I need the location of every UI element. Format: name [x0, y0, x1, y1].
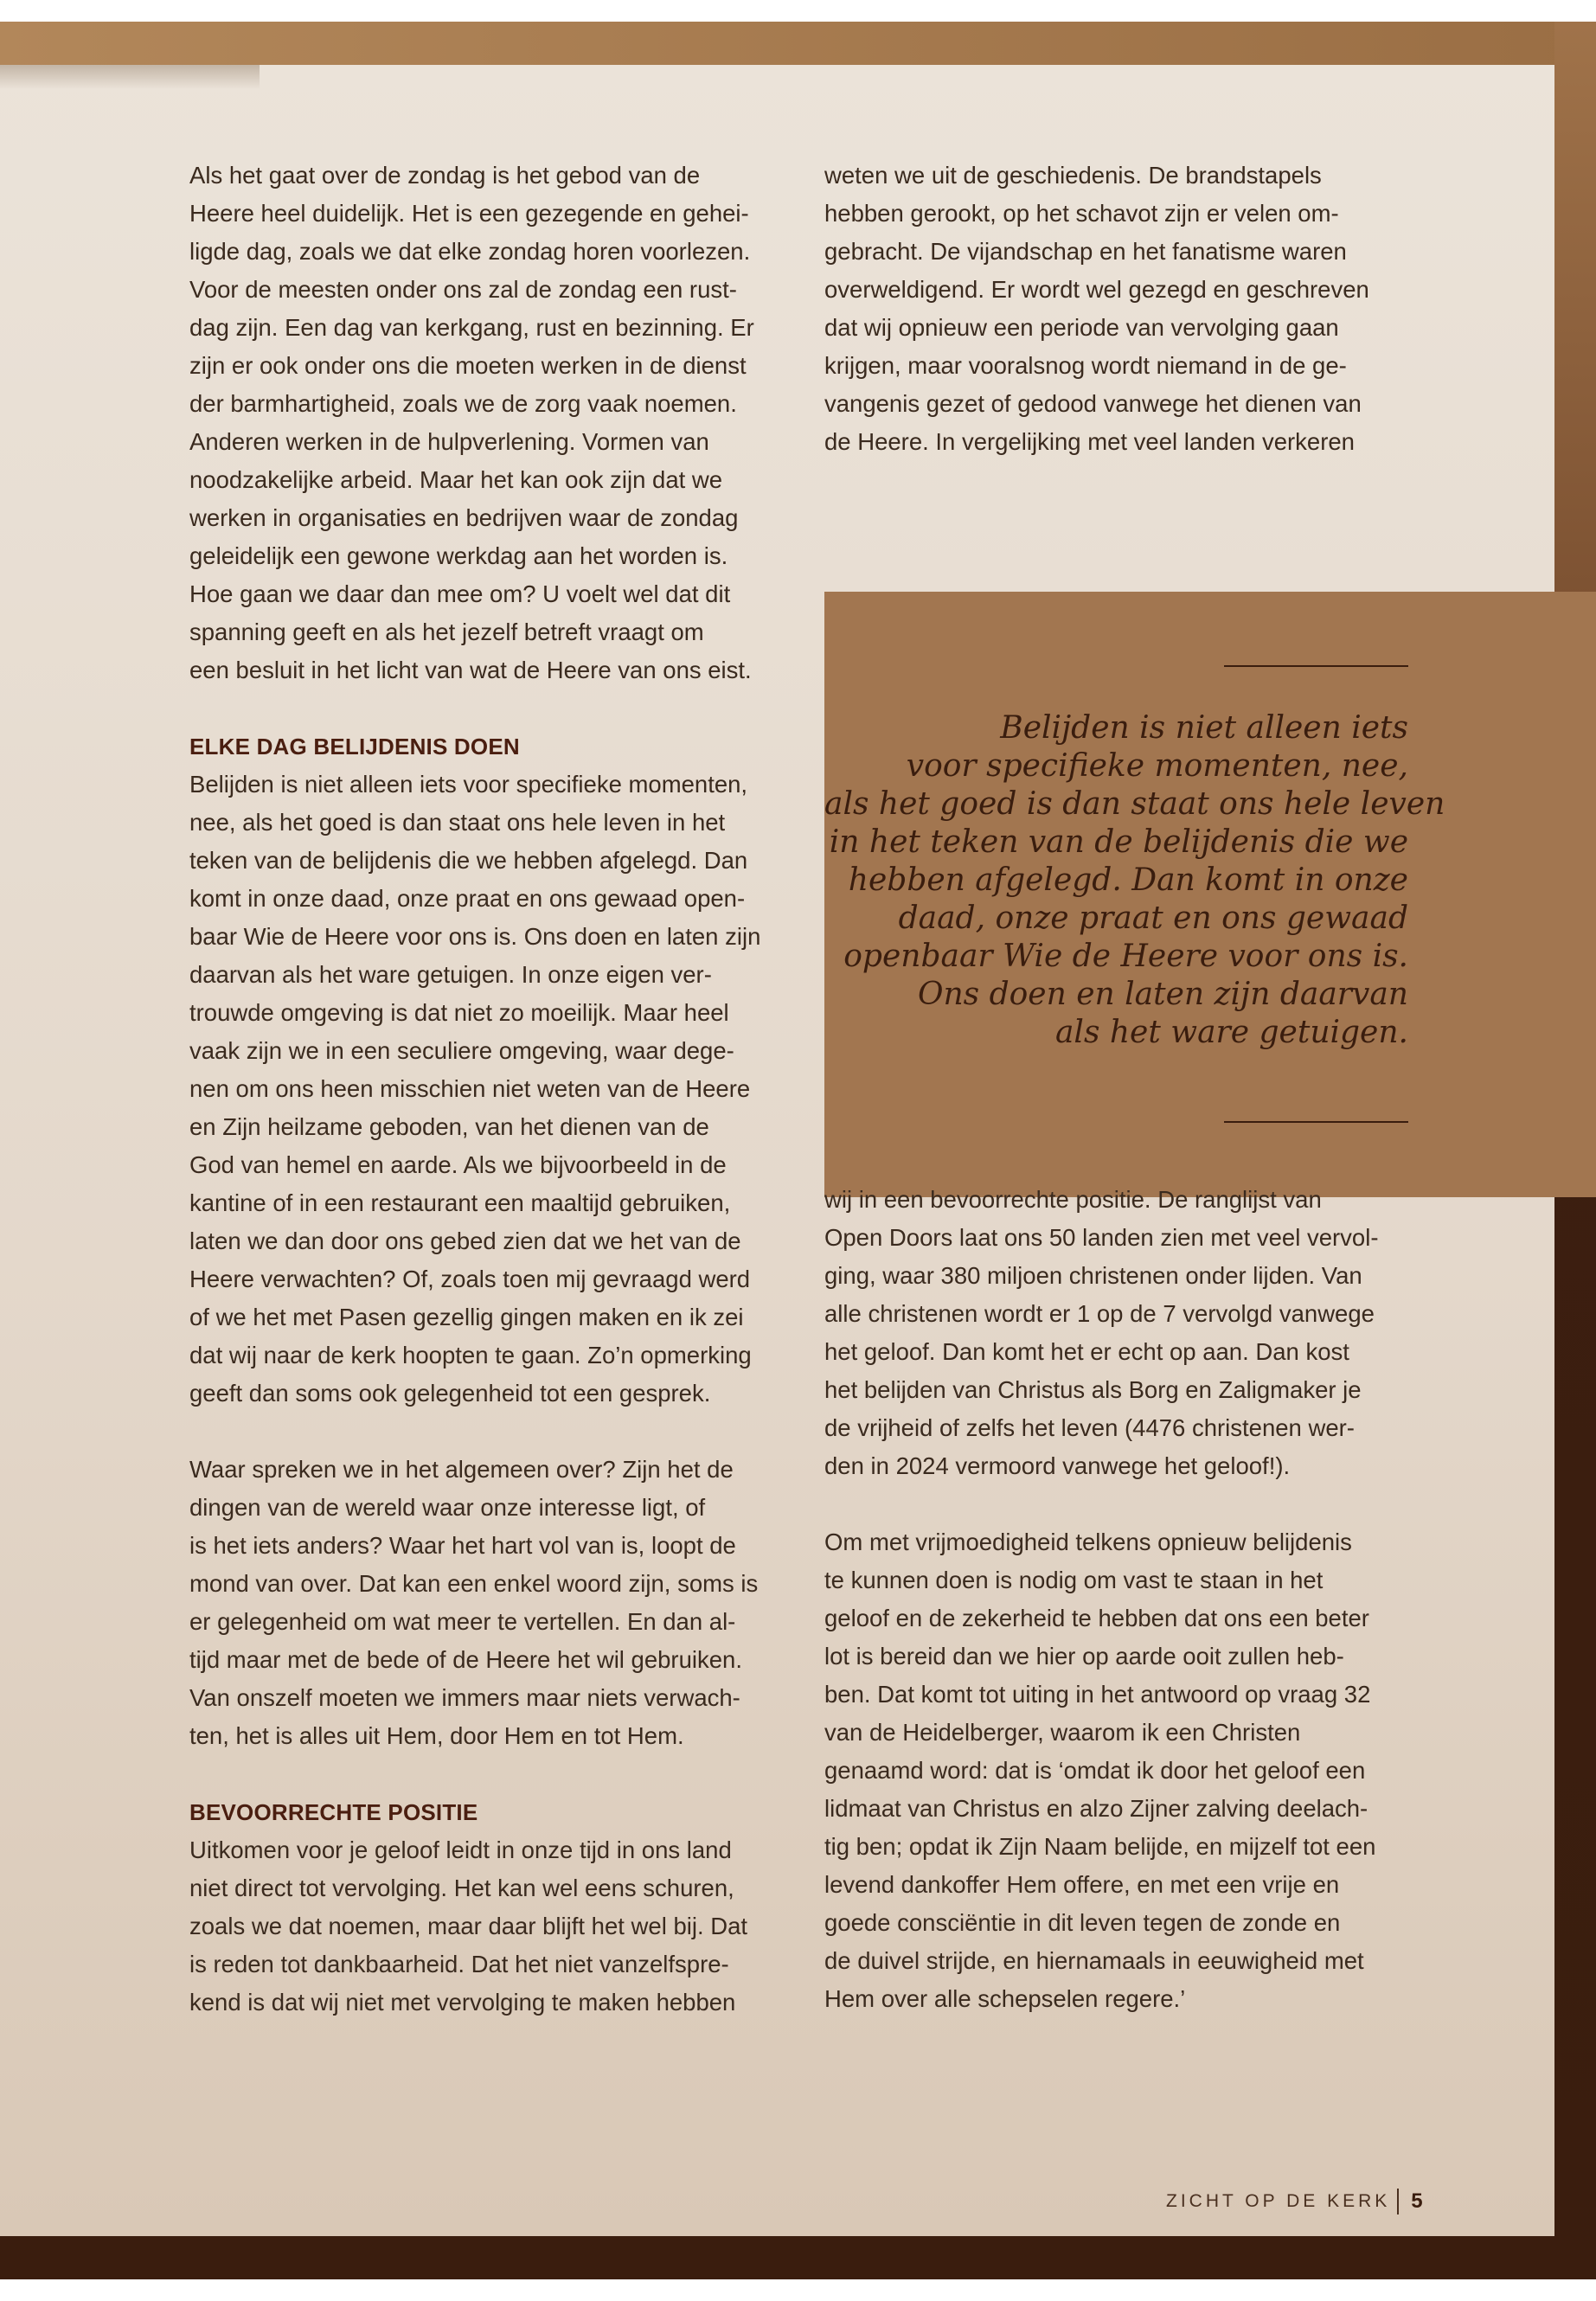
- paragraph-gap: [189, 1755, 773, 1793]
- page-footer: [1166, 2189, 1423, 2214]
- body-text-line: is reden tot dankbaarheid. Dat het niet vanzelfspre-: [189, 1951, 729, 1977]
- body-text-line: trouwde omgeving is dat niet zo moeilijk. Maar heel: [189, 999, 729, 1026]
- body-text-line: geleidelijk een gewone werkdag aan het worden is.: [189, 542, 728, 569]
- body-text-line: Als het gaat over de zondag is het gebod van de: [189, 162, 701, 189]
- pull-quote-line: Belijden is niet alleen iets: [1000, 710, 1408, 746]
- section-heading: BEVOORRECHTE POSITIE: [189, 1799, 478, 1825]
- body-text-line: Voor de meesten onder ons zal de zondag een rust-: [189, 276, 737, 303]
- body-text-line: een besluit in het licht van wat de Heere van ons eist.: [189, 657, 752, 683]
- body-text-line: alle christenen wordt er 1 op de 7 vervolgd vanwege: [824, 1300, 1375, 1327]
- top-frame-bar: [0, 22, 1596, 65]
- body-text-line: goede consciëntie in dit leven tegen de zonde en: [824, 1909, 1341, 1936]
- pull-quote-line: als het ware getuigen.: [1054, 1015, 1408, 1050]
- body-text-line: ligde dag, zoals we dat elke zondag horen voorlezen.: [189, 238, 751, 265]
- body-text-line: genaamd word: dat is ‘omdat ik door het geloof een: [824, 1757, 1366, 1784]
- pull-quote-line: in het teken van de belijdenis die we: [829, 824, 1408, 860]
- body-text-line: noodzakelijke arbeid. Maar het kan ook zijn dat we: [189, 466, 723, 493]
- body-text-line: lidmaat van Christus en alzo Zijner zalving deelach-: [824, 1795, 1368, 1822]
- body-text-line: zoals we dat noemen, maar daar blijft het wel bij. Dat: [189, 1913, 748, 1939]
- body-text-line: en Zijn heilzame geboden, van het dienen van de: [189, 1113, 709, 1140]
- pull-quote-line: hebben afgelegd. Dan komt in onze: [848, 862, 1408, 898]
- body-text-line: daarvan als het ware getuigen. In onze eigen ver-: [189, 961, 712, 988]
- publication-title: ZICHT OP DE KERK: [1166, 2191, 1391, 2211]
- page-number: 5: [1411, 2189, 1423, 2213]
- body-text-line: weten we uit de geschiedenis. De brandstapels: [824, 162, 1322, 189]
- body-text-line: geloof en de zekerheid te hebben dat ons een beter: [824, 1605, 1369, 1631]
- body-text-line: laten we dan door ons gebed zien dat we het van de: [189, 1227, 741, 1254]
- body-text-line: Uitkomen voor je geloof leidt in onze tijd in ons land: [189, 1836, 732, 1863]
- body-text-line: overweldigend. Er wordt wel gezegd en geschreven: [824, 276, 1369, 303]
- body-text-line: den in 2024 vermoord vanwege het geloof!).: [824, 1452, 1291, 1479]
- body-text-line: gebracht. De vijandschap en het fanatisme waren: [824, 238, 1347, 265]
- body-text-line: nen om ons heen misschien niet weten van de Heere: [189, 1075, 751, 1102]
- body-text-line: nee, als het goed is dan staat ons hele leven in het: [189, 809, 726, 836]
- body-text-line: teken van de belijdenis die we hebben afgelegd. Dan: [189, 847, 748, 874]
- pull-quote-line: voor specifieke momenten, nee,: [906, 748, 1408, 784]
- body-text-line: mond van over. Dat kan een enkel woord zijn, soms is: [189, 1570, 759, 1597]
- body-text-line: baar Wie de Heere voor ons is. Ons doen en laten zijn: [189, 923, 761, 950]
- body-text-line: niet direct tot vervolging. Het kan wel eens schuren,: [189, 1875, 734, 1901]
- body-text-line: de Heere. In vergelijking met veel landen verkeren: [824, 428, 1355, 455]
- body-text-line: Hem over alle schepselen regere.’: [824, 1985, 1186, 2012]
- body-text-line: kend is dat wij niet met vervolging te maken hebben: [189, 1989, 736, 2016]
- body-text-line: levend dankoffer Hem offere, en met een vrije en: [824, 1871, 1340, 1898]
- body-text-line: geeft dan soms ook gelegenheid tot een gesprek.: [189, 1380, 711, 1407]
- pull-quote-box: [824, 592, 1596, 1197]
- page-corner-shadow: [0, 65, 260, 89]
- body-text-line: komt in onze daad, onze praat en ons gewaad open-: [189, 885, 746, 912]
- body-text-line: Belijden is niet alleen iets voor specifieke momenten,: [189, 771, 748, 798]
- body-text-line: der barmhartigheid, zoals we de zorg vaak noemen.: [189, 390, 737, 417]
- body-text-line: te kunnen doen is nodig om vast te staan in het: [824, 1567, 1324, 1593]
- body-text-line: de duivel strijde, en hiernamaals in eeuwigheid met: [824, 1947, 1364, 1974]
- body-text-line: het geloof. Dan komt het er echt op aan. Dan kost: [824, 1338, 1349, 1365]
- body-text-line: Heere verwachten? Of, zoals toen mij gevraagd werd: [189, 1266, 751, 1292]
- right-text-column-bottom: [824, 1181, 1408, 2018]
- pull-quote-top-rule: [1224, 665, 1408, 667]
- pull-quote-line: Ons doen en laten zijn daarvan: [917, 977, 1408, 1012]
- body-text-line: wij in een bevoorrechte positie. De ranglijst van: [824, 1186, 1322, 1213]
- section-heading: ELKE DAG BELIJDENIS DOEN: [189, 734, 520, 760]
- body-text-line: er gelegenheid om wat meer te vertellen. En dan al-: [189, 1608, 736, 1635]
- body-text-line: het belijden van Christus als Borg en Zaligmaker je: [824, 1376, 1362, 1403]
- pull-quote-line: daad, onze praat en ons gewaad: [898, 901, 1408, 936]
- body-text-line: Anderen werken in de hulpverlening. Vormen van: [189, 428, 709, 455]
- body-text-line: ten, het is alles uit Hem, door Hem en tot Hem.: [189, 1722, 684, 1749]
- paragraph-gap: [189, 1413, 773, 1451]
- body-text-line: is het iets anders? Waar het hart vol van is, loopt de: [189, 1532, 736, 1559]
- body-text-line: dat wij opnieuw een periode van vervolging gaan: [824, 314, 1339, 341]
- pull-quote-bottom-rule: [1224, 1121, 1408, 1123]
- body-text-line: krijgen, maar vooralsnog wordt niemand in de ge-: [824, 352, 1347, 379]
- body-text-line: hebben gerookt, op het schavot zijn er velen om-: [824, 200, 1339, 227]
- body-text-line: Waar spreken we in het algemeen over? Zijn het de: [189, 1456, 734, 1483]
- body-text-line: Open Doors laat ons 50 landen zien met veel vervol-: [824, 1224, 1379, 1251]
- body-text-line: tig ben; opdat ik Zijn Naam belijde, en mijzelf tot een: [824, 1833, 1376, 1860]
- body-text-line: God van hemel en aarde. Als we bijvoorbeeld in de: [189, 1151, 727, 1178]
- right-text-column-top: [824, 157, 1408, 461]
- footer-divider: [1397, 2189, 1399, 2214]
- paragraph-gap: [189, 689, 773, 727]
- pull-quote-text: [824, 709, 1445, 1052]
- body-text-line: zijn er ook onder ons die moeten werken in de dienst: [189, 352, 747, 379]
- body-text-line: Om met vrijmoedigheid telkens opnieuw belijdenis: [824, 1529, 1352, 1555]
- body-text-line: tijd maar met de bede of de Heere het wil gebruiken.: [189, 1646, 742, 1673]
- body-text-line: van de Heidelberger, waarom ik een Christen: [824, 1719, 1301, 1746]
- body-text-line: spanning geeft en als het jezelf betreft vraagt om: [189, 619, 704, 645]
- pull-quote-line: openbaar Wie de Heere voor ons is.: [843, 939, 1408, 974]
- body-text-line: Hoe gaan we daar dan mee om? U voelt wel dat dit: [189, 580, 731, 607]
- body-text-line: de vrijheid of zelfs het leven (4476 christenen wer-: [824, 1414, 1355, 1441]
- body-text-line: ben. Dat komt tot uiting in het antwoord op vraag 32: [824, 1681, 1371, 1708]
- body-text-line: dag zijn. Een dag van kerkgang, rust en bezinning. Er: [189, 314, 754, 341]
- body-text-line: dingen van de wereld waar onze interesse ligt, of: [189, 1494, 706, 1521]
- body-text-line: vaak zijn we in een seculiere omgeving, waar dege-: [189, 1037, 734, 1064]
- paragraph-gap: [824, 1485, 1408, 1523]
- body-text-line: lot is bereid dan we hier op aarde ooit zullen heb-: [824, 1643, 1344, 1670]
- pull-quote-line: als het goed is dan staat ons hele leven: [824, 786, 1445, 822]
- bottom-frame-bar: [0, 2236, 1596, 2279]
- body-text-line: werken in organisaties en bedrijven waar de zondag: [189, 504, 739, 531]
- body-text-line: ging, waar 380 miljoen christenen onder lijden. Van: [824, 1262, 1362, 1289]
- body-text-line: Heere heel duidelijk. Het is een gezegende en gehei-: [189, 200, 749, 227]
- body-text-line: vangenis gezet of gedood vanwege het dienen van: [824, 390, 1362, 417]
- left-text-column: [189, 157, 773, 2022]
- body-text-line: dat wij naar de kerk hoopten te gaan. Zo’n opmerking: [189, 1342, 752, 1368]
- body-text-line: Van onszelf moeten we immers maar niets verwach-: [189, 1684, 740, 1711]
- body-text-line: of we het met Pasen gezellig gingen maken en ik zei: [189, 1304, 744, 1330]
- body-text-line: kantine of in een restaurant een maaltijd gebruiken,: [189, 1189, 731, 1216]
